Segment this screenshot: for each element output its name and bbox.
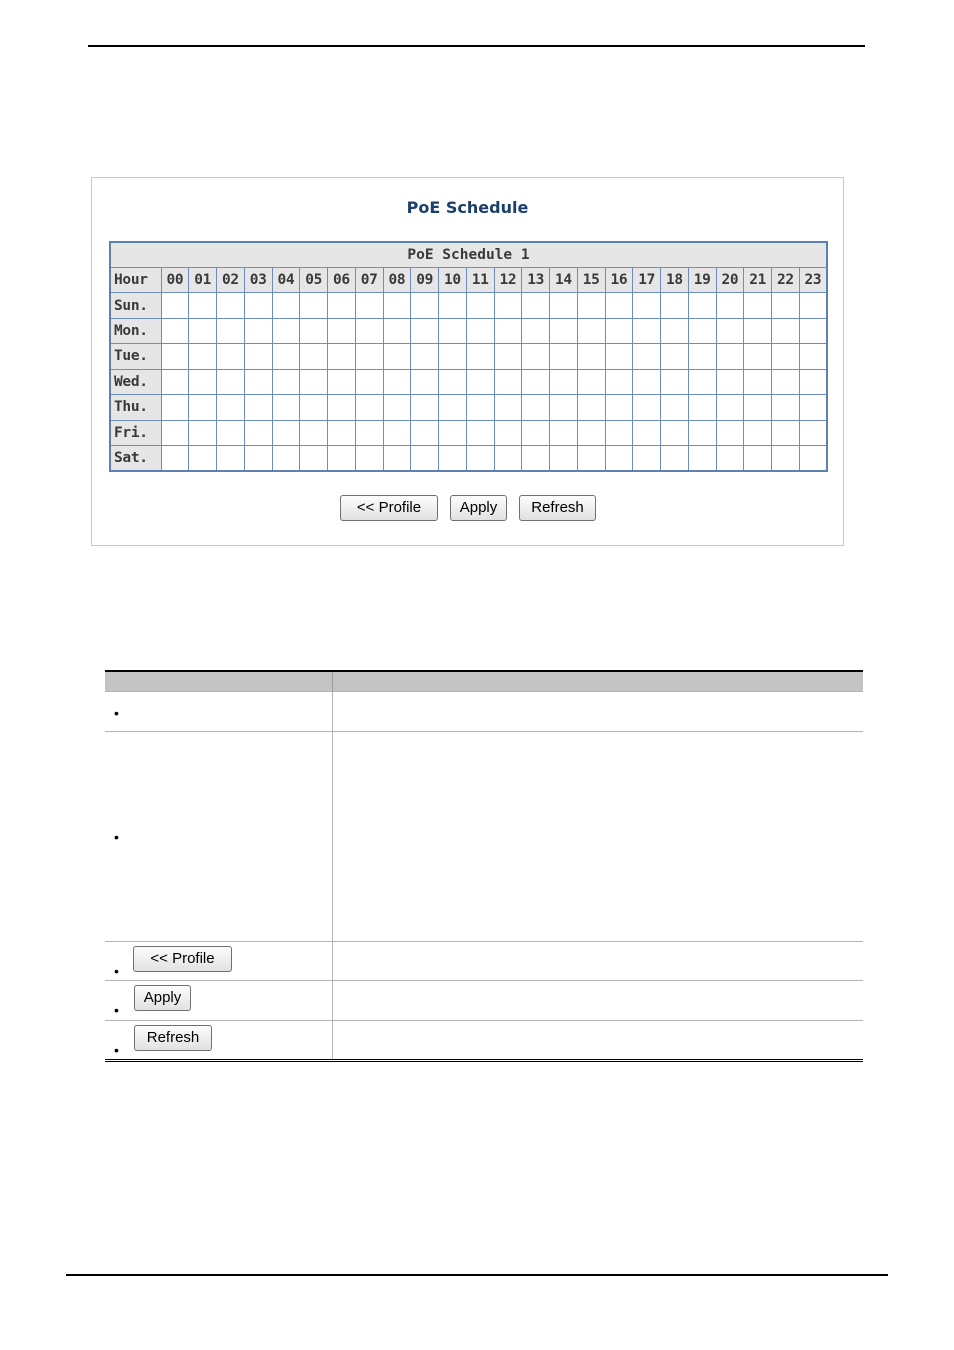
schedule-cell[interactable] — [688, 318, 716, 343]
profile-button-image[interactable]: << Profile — [133, 946, 232, 972]
schedule-cell[interactable] — [522, 369, 550, 394]
schedule-cell[interactable] — [411, 446, 439, 472]
schedule-cell[interactable] — [439, 420, 467, 445]
schedule-cell[interactable] — [494, 344, 522, 369]
table-row — [105, 732, 863, 942]
schedule-cell[interactable] — [522, 318, 550, 343]
schedule-cell[interactable] — [494, 446, 522, 472]
schedule-cell[interactable] — [189, 344, 217, 369]
schedule-cell[interactable] — [661, 446, 689, 472]
schedule-cell[interactable] — [272, 420, 300, 445]
schedule-cell[interactable] — [217, 395, 245, 420]
schedule-cell[interactable] — [217, 293, 245, 318]
schedule-cell[interactable] — [577, 395, 605, 420]
day-label: Tue. — [110, 344, 161, 369]
schedule-cell[interactable] — [633, 369, 661, 394]
schedule-cell[interactable] — [272, 293, 300, 318]
schedule-cell[interactable] — [244, 344, 272, 369]
schedule-cell[interactable] — [772, 395, 800, 420]
schedule-cell[interactable] — [411, 395, 439, 420]
schedule-cell[interactable] — [744, 420, 772, 445]
table-row — [105, 981, 863, 1021]
hour-header: 22 — [772, 267, 800, 292]
schedule-cell[interactable] — [272, 344, 300, 369]
schedule-cell[interactable] — [494, 293, 522, 318]
schedule-cell[interactable] — [328, 369, 356, 394]
schedule-cell[interactable] — [744, 344, 772, 369]
schedule-cell[interactable] — [772, 369, 800, 394]
schedule-cell[interactable] — [300, 318, 328, 343]
schedule-cell[interactable] — [605, 395, 633, 420]
schedule-cell[interactable] — [244, 420, 272, 445]
schedule-cell[interactable] — [328, 420, 356, 445]
hour-header: 06 — [328, 267, 356, 292]
day-label: Sun. — [110, 293, 161, 318]
day-label: Fri. — [110, 420, 161, 445]
description-cell — [332, 981, 863, 1021]
bullet: • — [114, 829, 119, 845]
schedule-cell[interactable] — [577, 420, 605, 445]
schedule-cell[interactable] — [272, 318, 300, 343]
day-row — [110, 293, 827, 318]
hour-label: Hour — [110, 267, 161, 292]
schedule-cell[interactable] — [605, 344, 633, 369]
header-rule — [88, 45, 865, 47]
schedule-cell[interactable] — [411, 318, 439, 343]
day-label: Sat. — [110, 446, 161, 472]
object-cell — [105, 981, 332, 1021]
hour-header: 17 — [633, 267, 661, 292]
schedule-cell[interactable] — [799, 344, 827, 369]
hour-header: 15 — [577, 267, 605, 292]
schedule-cell[interactable] — [466, 420, 494, 445]
schedule-cell[interactable] — [799, 420, 827, 445]
day-label: Thu. — [110, 395, 161, 420]
schedule-caption: PoE Schedule 1 — [110, 242, 827, 267]
day-row — [110, 369, 827, 394]
day-row — [110, 446, 827, 472]
schedule-cell[interactable] — [300, 344, 328, 369]
description-cell — [332, 732, 863, 942]
schedule-cell[interactable] — [799, 318, 827, 343]
schedule-cell[interactable] — [328, 395, 356, 420]
schedule-cell[interactable] — [716, 318, 744, 343]
schedule-cell[interactable] — [661, 318, 689, 343]
apply-button-image[interactable]: Apply — [134, 985, 191, 1011]
schedule-cell[interactable] — [244, 395, 272, 420]
schedule-cell[interactable] — [466, 446, 494, 472]
schedule-cell[interactable] — [688, 344, 716, 369]
refresh-button[interactable]: Refresh — [519, 495, 596, 521]
schedule-cell[interactable] — [494, 420, 522, 445]
hour-header: 03 — [244, 267, 272, 292]
schedule-cell[interactable] — [272, 446, 300, 472]
hour-header: 14 — [550, 267, 578, 292]
schedule-cell[interactable] — [494, 318, 522, 343]
schedule-cell[interactable] — [439, 318, 467, 343]
schedule-cell[interactable] — [466, 318, 494, 343]
object-cell — [105, 692, 332, 732]
schedule-cell[interactable] — [661, 293, 689, 318]
schedule-cell[interactable] — [189, 293, 217, 318]
schedule-cell[interactable] — [411, 344, 439, 369]
schedule-cell[interactable] — [189, 446, 217, 472]
hour-header: 21 — [744, 267, 772, 292]
object-cell — [105, 942, 332, 981]
schedule-cell[interactable] — [161, 446, 189, 472]
schedule-cell[interactable] — [272, 369, 300, 394]
schedule-cell[interactable] — [605, 318, 633, 343]
schedule-cell[interactable] — [633, 318, 661, 343]
schedule-cell[interactable] — [328, 446, 356, 472]
schedule-cell[interactable] — [383, 293, 411, 318]
hour-header: 10 — [439, 267, 467, 292]
schedule-cell[interactable] — [300, 395, 328, 420]
hour-header: 11 — [466, 267, 494, 292]
schedule-cell[interactable] — [411, 369, 439, 394]
schedule-cell[interactable] — [189, 395, 217, 420]
schedule-cell[interactable] — [605, 420, 633, 445]
schedule-cell[interactable] — [744, 293, 772, 318]
schedule-cell[interactable] — [439, 395, 467, 420]
day-label: Mon. — [110, 318, 161, 343]
schedule-cell[interactable] — [633, 446, 661, 472]
schedule-cell[interactable] — [466, 344, 494, 369]
schedule-cell[interactable] — [577, 369, 605, 394]
schedule-cell[interactable] — [383, 420, 411, 445]
schedule-grid — [109, 241, 828, 472]
hour-header: 00 — [161, 267, 189, 292]
schedule-cell[interactable] — [772, 318, 800, 343]
schedule-cell[interactable] — [799, 369, 827, 394]
hour-header: 08 — [383, 267, 411, 292]
schedule-cell[interactable] — [522, 293, 550, 318]
schedule-cell[interactable] — [633, 344, 661, 369]
schedule-cell[interactable] — [217, 369, 245, 394]
object-cell — [105, 732, 332, 942]
schedule-cell[interactable] — [550, 446, 578, 472]
schedule-cell[interactable] — [716, 369, 744, 394]
day-row — [110, 420, 827, 445]
bullet: • — [114, 1042, 119, 1058]
schedule-cell[interactable] — [439, 293, 467, 318]
schedule-cell[interactable] — [633, 293, 661, 318]
schedule-cell[interactable] — [161, 369, 189, 394]
hour-header: 04 — [272, 267, 300, 292]
schedule-cell[interactable] — [605, 446, 633, 472]
schedule-cell[interactable] — [550, 318, 578, 343]
day-row — [110, 318, 827, 343]
schedule-cell[interactable] — [799, 293, 827, 318]
schedule-cell[interactable] — [633, 395, 661, 420]
hour-header: 02 — [217, 267, 245, 292]
schedule-cell[interactable] — [355, 293, 383, 318]
schedule-cell[interactable] — [744, 446, 772, 472]
hour-header: 05 — [300, 267, 328, 292]
schedule-cell[interactable] — [383, 344, 411, 369]
footer-rule — [66, 1274, 888, 1276]
schedule-cell[interactable] — [383, 446, 411, 472]
schedule-cell[interactable] — [744, 395, 772, 420]
schedule-cell[interactable] — [744, 318, 772, 343]
schedule-cell[interactable] — [189, 318, 217, 343]
schedule-cell[interactable] — [411, 420, 439, 445]
table-row — [105, 692, 863, 732]
schedule-cell[interactable] — [577, 293, 605, 318]
hour-header: 19 — [688, 267, 716, 292]
hour-header: 20 — [716, 267, 744, 292]
schedule-cell[interactable] — [217, 420, 245, 445]
schedule-cell[interactable] — [550, 344, 578, 369]
schedule-cell[interactable] — [633, 420, 661, 445]
schedule-cell[interactable] — [355, 446, 383, 472]
description-cell — [332, 692, 863, 732]
description-header — [332, 671, 863, 692]
schedule-cell[interactable] — [272, 395, 300, 420]
schedule-cell[interactable] — [577, 318, 605, 343]
schedule-cell[interactable] — [577, 344, 605, 369]
object-cell — [105, 1021, 332, 1061]
schedule-cell[interactable] — [522, 395, 550, 420]
hour-header: 16 — [605, 267, 633, 292]
bullet: • — [114, 1002, 119, 1018]
refresh-button-image[interactable]: Refresh — [134, 1025, 212, 1051]
schedule-cell[interactable] — [161, 344, 189, 369]
schedule-cell[interactable] — [605, 369, 633, 394]
schedule-cell[interactable] — [244, 446, 272, 472]
schedule-cell[interactable] — [550, 395, 578, 420]
schedule-cell[interactable] — [439, 344, 467, 369]
profile-button[interactable]: << Profile — [340, 495, 438, 521]
schedule-cell[interactable] — [383, 395, 411, 420]
schedule-cell[interactable] — [688, 395, 716, 420]
schedule-cell[interactable] — [466, 369, 494, 394]
schedule-cell[interactable] — [661, 344, 689, 369]
schedule-cell[interactable] — [716, 293, 744, 318]
description-cell — [332, 1021, 863, 1061]
schedule-cell[interactable] — [217, 446, 245, 472]
schedule-cell[interactable] — [217, 344, 245, 369]
schedule-cell[interactable] — [716, 344, 744, 369]
schedule-cell[interactable] — [494, 395, 522, 420]
schedule-cell[interactable] — [244, 369, 272, 394]
schedule-cell[interactable] — [661, 420, 689, 445]
schedule-cell[interactable] — [522, 344, 550, 369]
schedule-cell[interactable] — [772, 293, 800, 318]
schedule-cell[interactable] — [550, 369, 578, 394]
hour-header: 12 — [494, 267, 522, 292]
schedule-cell[interactable] — [383, 318, 411, 343]
schedule-cell[interactable] — [161, 395, 189, 420]
schedule-cell[interactable] — [799, 446, 827, 472]
schedule-cell[interactable] — [494, 369, 522, 394]
schedule-cell[interactable] — [661, 369, 689, 394]
schedule-cell[interactable] — [300, 446, 328, 472]
schedule-cell[interactable] — [161, 293, 189, 318]
panel-title: PoE Schedule — [406, 198, 529, 217]
day-row — [110, 395, 827, 420]
schedule-cell[interactable] — [605, 293, 633, 318]
schedule-cell[interactable] — [688, 420, 716, 445]
hour-header: 18 — [661, 267, 689, 292]
schedule-cell[interactable] — [328, 318, 356, 343]
schedule-cell[interactable] — [355, 420, 383, 445]
description-table — [105, 670, 863, 1062]
poe-schedule-panel — [91, 177, 844, 546]
schedule-cell[interactable] — [300, 420, 328, 445]
schedule-cell[interactable] — [522, 420, 550, 445]
schedule-cell[interactable] — [466, 395, 494, 420]
apply-button[interactable]: Apply — [450, 495, 507, 521]
schedule-cell[interactable] — [439, 446, 467, 472]
schedule-cell[interactable] — [217, 318, 245, 343]
schedule-cell[interactable] — [466, 293, 494, 318]
schedule-cell[interactable] — [661, 395, 689, 420]
schedule-cell[interactable] — [328, 344, 356, 369]
schedule-cell[interactable] — [688, 293, 716, 318]
schedule-cell[interactable] — [189, 369, 217, 394]
schedule-cell[interactable] — [411, 293, 439, 318]
schedule-cell[interactable] — [244, 293, 272, 318]
schedule-cell[interactable] — [244, 318, 272, 343]
hour-header: 09 — [411, 267, 439, 292]
schedule-cell[interactable] — [161, 420, 189, 445]
schedule-cell[interactable] — [383, 369, 411, 394]
hour-header: 07 — [355, 267, 383, 292]
schedule-cell[interactable] — [716, 395, 744, 420]
hour-header: 23 — [799, 267, 827, 292]
table-row — [105, 1021, 863, 1061]
schedule-cell[interactable] — [688, 369, 716, 394]
day-row — [110, 344, 827, 369]
bullet: • — [114, 705, 119, 721]
table-row — [105, 942, 863, 981]
schedule-cell[interactable] — [716, 446, 744, 472]
schedule-cell[interactable] — [355, 344, 383, 369]
schedule-cell[interactable] — [744, 369, 772, 394]
schedule-cell[interactable] — [300, 369, 328, 394]
object-header — [105, 671, 332, 692]
schedule-cell[interactable] — [355, 369, 383, 394]
schedule-cell[interactable] — [772, 420, 800, 445]
schedule-cell[interactable] — [161, 318, 189, 343]
schedule-cell[interactable] — [328, 293, 356, 318]
bullet: • — [114, 963, 119, 979]
schedule-cell[interactable] — [716, 420, 744, 445]
day-label: Wed. — [110, 369, 161, 394]
schedule-cell[interactable] — [355, 395, 383, 420]
schedule-cell[interactable] — [577, 446, 605, 472]
schedule-cell[interactable] — [189, 420, 217, 445]
schedule-cell[interactable] — [355, 318, 383, 343]
schedule-cell[interactable] — [799, 395, 827, 420]
description-cell — [332, 942, 863, 981]
schedule-cell[interactable] — [300, 293, 328, 318]
schedule-cell[interactable] — [550, 420, 578, 445]
schedule-cell[interactable] — [688, 446, 716, 472]
hour-header: 13 — [522, 267, 550, 292]
schedule-cell[interactable] — [439, 369, 467, 394]
schedule-cell[interactable] — [772, 446, 800, 472]
schedule-cell[interactable] — [522, 446, 550, 472]
schedule-cell[interactable] — [772, 344, 800, 369]
hour-header: 01 — [189, 267, 217, 292]
schedule-cell[interactable] — [550, 293, 578, 318]
